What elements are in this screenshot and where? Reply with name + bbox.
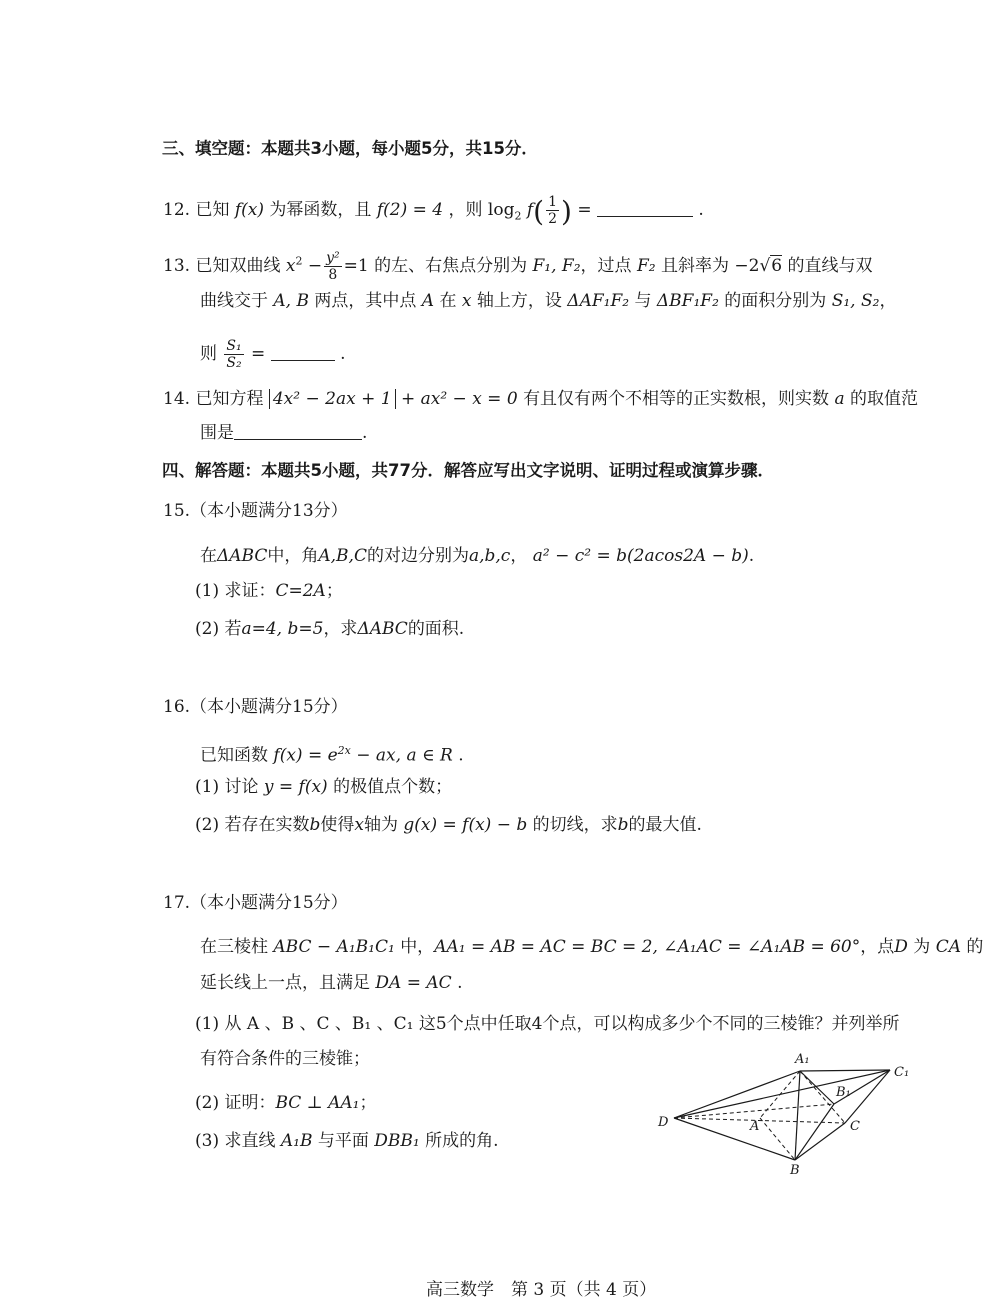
period: .	[457, 973, 463, 993]
question-13-line-2	[200, 290, 896, 312]
text: 轴为	[363, 815, 398, 835]
label-c: C	[850, 1119, 860, 1134]
math-prism: ABC − A₁B₁C₁	[273, 937, 395, 957]
text: ；	[359, 1093, 377, 1113]
text: ，	[510, 546, 528, 566]
label-c1: C₁	[894, 1065, 910, 1080]
label-b: B	[790, 1163, 800, 1178]
text: 的面积.	[407, 619, 465, 639]
question-14-line-2	[200, 422, 367, 444]
text: 的对边分别为	[366, 546, 469, 566]
math-function-tail: − ax,	[350, 745, 402, 766]
text: (3) 求直线	[195, 1131, 276, 1151]
math-condition: DA = AC	[375, 973, 452, 993]
math-ab: A, B	[273, 291, 309, 311]
text: 曲线交于	[200, 291, 268, 311]
text: ，过点	[580, 256, 632, 276]
question-17-part-1-line-1: (1) 从 A 、B 、C 、B₁ 、C₁ 这5个点中任取4个点，可以构成多少个不同的三棱锥？并列举所	[195, 1014, 900, 1034]
math-exponent: 2x	[337, 744, 351, 757]
question-14-line-1	[163, 388, 918, 410]
math-x: x	[285, 256, 296, 276]
question-17-part-1-line-2: 有符合条件的三棱锥；	[200, 1049, 370, 1069]
text: 轴上方，设	[476, 291, 562, 311]
text: 则	[200, 344, 217, 364]
math-ca: CA	[935, 937, 961, 957]
text: 且斜率为	[660, 256, 729, 276]
question-number: 14.	[163, 389, 191, 409]
math-domain: a ∈ R	[406, 745, 453, 766]
question-15-part-1	[195, 580, 343, 602]
question-13-line-3	[200, 338, 345, 371]
math-d: D	[894, 937, 908, 957]
minus: −	[307, 256, 323, 276]
text: 围是	[200, 423, 234, 443]
math-values: a=4, b=5	[241, 619, 324, 639]
text: ，点	[860, 937, 895, 957]
question-17-part-3	[195, 1130, 499, 1152]
math-function: y = f(x)	[263, 777, 328, 797]
period: .	[748, 546, 755, 566]
text: 两点，其中点	[314, 291, 417, 311]
math-condition: f(2) = 4	[376, 200, 444, 220]
math-f: f	[526, 200, 534, 220]
math-sides: a,b,c	[468, 546, 511, 566]
fraction-s1-over-s2: $\frac{\text{S₁}}{\text{S₂}}$	[226, 338, 242, 371]
question-15-part-2	[195, 618, 464, 640]
text: (1) 讨论	[195, 777, 259, 797]
math-foci: F₁, F₂	[532, 256, 581, 276]
math-x: x	[354, 815, 364, 835]
math-plane: DBB₁	[374, 1131, 420, 1151]
question-15-stem	[200, 545, 754, 567]
text: 有且仅有两个不相等的正实数根，则实数	[523, 389, 830, 409]
edge-b1-b	[795, 1104, 834, 1160]
text: 在三棱柱	[200, 937, 268, 957]
math-triangle: ΔABC	[357, 619, 408, 639]
text: 使得	[320, 815, 355, 835]
period: .	[698, 200, 704, 220]
label-b1: B₁	[836, 1085, 851, 1100]
question-16-stem	[200, 740, 464, 767]
question-16-part-1	[195, 776, 452, 798]
answer-blank[interactable]	[597, 202, 693, 217]
math-angles: ∠A₁AC = ∠A₁AB = 60°	[663, 937, 861, 957]
math-equation: a² − c² = b(2acos2A − b)	[532, 546, 749, 566]
math-fx: f(x)	[234, 200, 265, 220]
text: 的面积分别为	[724, 291, 827, 311]
text: 已知方程	[195, 389, 264, 409]
slope-coef: −2	[734, 256, 760, 276]
answer-blank[interactable]	[271, 346, 335, 361]
math-f2: F₂	[636, 256, 656, 276]
text: 所成的角.	[425, 1131, 499, 1151]
math-areas: S₁, S₂	[831, 291, 880, 311]
math-triangle-2: ΔBF₁F₂	[656, 291, 719, 311]
fraction-y2-over-8: $\frac{\text{y²}}{8}$	[326, 250, 340, 283]
label-a: A	[750, 1119, 760, 1134]
text: ，求	[323, 619, 358, 639]
equals-one: =1	[343, 256, 369, 276]
math-line: A₁B	[280, 1131, 313, 1151]
text: 的直线与双	[787, 256, 873, 276]
math-a: a	[834, 389, 845, 409]
math-angles: A,B,C	[318, 546, 367, 566]
dashed-d-c	[674, 1118, 845, 1123]
text: 为幂函数，且	[269, 200, 372, 220]
math-lengths: AA₁ = AB = AC = BC = 2,	[434, 937, 658, 957]
math-perpendicular: BC ⊥ AA₁	[275, 1093, 360, 1113]
equals: =	[251, 344, 266, 364]
slope-radicand: 6	[771, 256, 783, 276]
question-number: 13.	[163, 256, 191, 276]
question-16-part-2	[195, 814, 702, 836]
text: 已知	[195, 200, 230, 220]
question-13-line-1: 13. 已知双曲线 $x^2$ − $\frac{\text{y²}}{8}$ =1 的左、右焦点分别为 F₁, F₂，过点 F₂ 且斜率为 −2√6 的直线与双	[163, 250, 873, 283]
period: .	[458, 745, 464, 766]
page-footer: 高三数学 第 3 页（共 4 页）	[426, 1280, 657, 1300]
question-17-stem-line-1	[200, 936, 983, 958]
text: 的取值范	[850, 389, 919, 409]
math-a: A	[421, 291, 435, 311]
text: (1) 求证：	[195, 581, 276, 601]
math-expression: + ax² − x = 0	[400, 389, 518, 409]
text: 的极值点个数；	[333, 777, 453, 797]
edge-d-b	[674, 1118, 795, 1160]
log-base: 2	[514, 209, 522, 223]
text: 在	[200, 546, 217, 566]
text: 与平面	[317, 1131, 369, 1151]
question-17-part-2	[195, 1092, 376, 1114]
section-heading-fill-in: 三、填空题：本题共3小题，每小题5分，共15分．	[162, 139, 538, 158]
question-number: 12.	[163, 200, 191, 220]
text: 在	[439, 291, 457, 311]
text: 中，	[400, 937, 435, 957]
edge-a1-b	[795, 1071, 800, 1160]
text: (2) 若	[195, 619, 242, 639]
prism-figure	[650, 1048, 920, 1178]
question-17-header: 17.（本小题满分15分）	[163, 893, 348, 913]
text: 的最大值.	[628, 815, 702, 835]
edge-a1-b1	[800, 1071, 834, 1104]
math-b: b	[617, 815, 629, 835]
text: ；	[325, 581, 343, 601]
math-claim: C=2A	[275, 581, 326, 601]
label-a1: A₁	[795, 1052, 810, 1067]
math-log: log	[487, 200, 515, 220]
math-function: g(x) = f(x) − b	[403, 815, 528, 835]
math-x: x	[461, 291, 472, 311]
math-triangle: ΔABC	[217, 546, 268, 566]
answer-blank[interactable]	[234, 425, 362, 440]
math-triangle-1: ΔAF₁F₂	[567, 291, 630, 311]
text: 的切线，求	[532, 815, 618, 835]
text: 与	[634, 291, 652, 311]
text: (2) 若存在实数	[195, 815, 310, 835]
period: .	[340, 344, 346, 364]
question-16-header: 16.（本小题满分15分）	[163, 697, 348, 717]
text: 延长线上一点，且满足	[200, 973, 370, 993]
math-absolute-value: 4x² − 2ax + 1	[269, 389, 396, 409]
question-15-header: 15.（本小题满分13分）	[163, 501, 348, 521]
edge-b-c	[795, 1123, 845, 1160]
fraction-half: $\frac{1}{2}$	[548, 194, 558, 227]
text: ，	[879, 291, 897, 311]
label-d: D	[658, 1115, 669, 1130]
math-function: f(x) = e	[273, 745, 338, 766]
question-12: 12. 已知 f(x) 为幂函数，且 f(2) = 4 ，则 $\log_2 f$( $\frac{1}{2}$ ) = .	[163, 194, 704, 228]
text: 已知双曲线	[195, 256, 281, 276]
period: .	[362, 423, 368, 443]
equals: =	[577, 200, 592, 220]
text: 的	[966, 937, 983, 957]
math-b: b	[309, 815, 321, 835]
text: 中，角	[267, 546, 319, 566]
text: (2) 证明：	[195, 1093, 276, 1113]
text: ，则	[448, 200, 483, 220]
text: 的左、右焦点分别为	[374, 256, 528, 276]
question-17-stem-line-2	[200, 972, 462, 994]
edge-a1-c1	[800, 1070, 890, 1071]
text: 为	[913, 937, 931, 957]
text: 已知函数	[200, 745, 268, 766]
section-heading-solve: 四、解答题：本题共5小题，共77分．解答应写出文字说明、证明过程或演算步骤．	[162, 461, 774, 480]
dashed-d-b1	[674, 1104, 834, 1118]
